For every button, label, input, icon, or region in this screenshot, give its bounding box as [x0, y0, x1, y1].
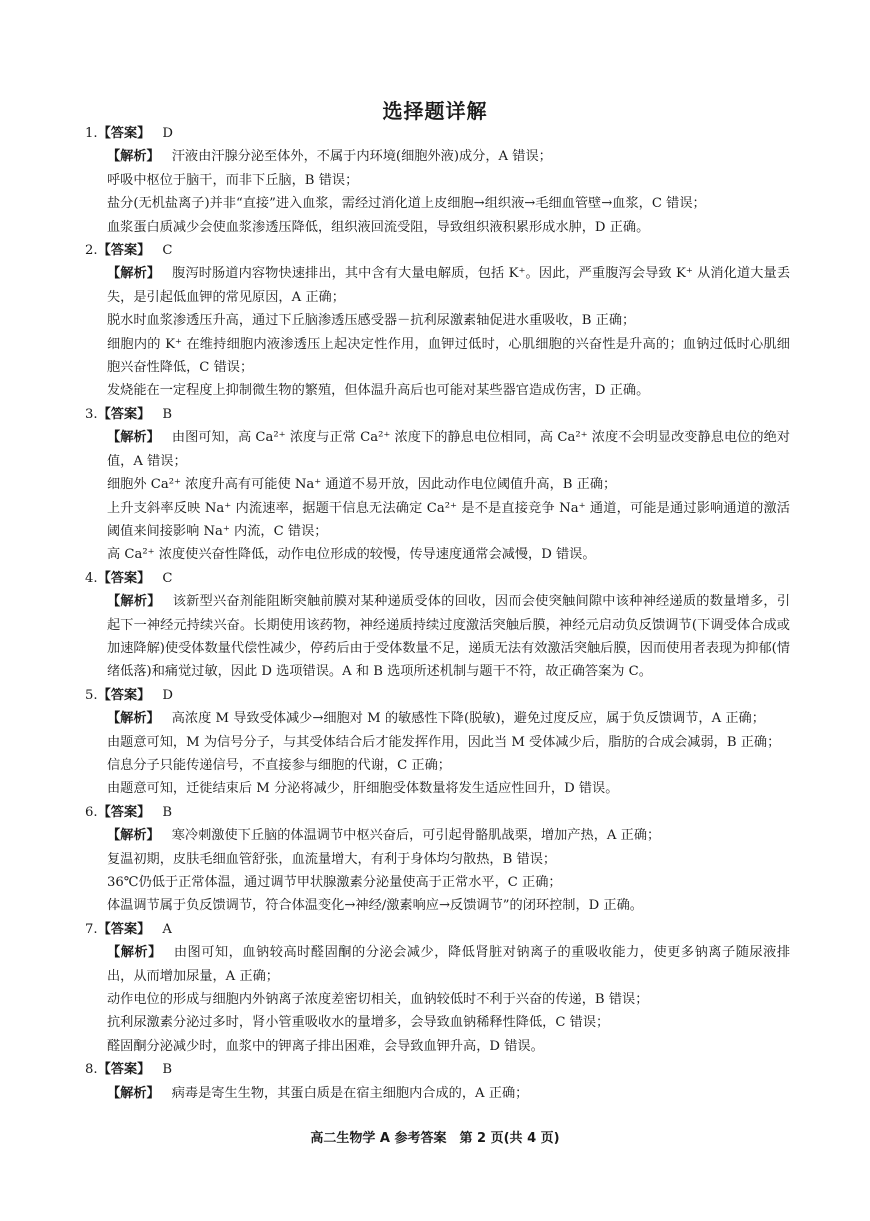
- answer-value: A: [162, 921, 172, 937]
- analysis-paragraph: [85, 590, 790, 684]
- analysis-paragraph: [85, 145, 790, 168]
- analysis-text: 复温初期，皮肤毛细血管舒张，血流量增大，有利于身体均匀散热，B 错误；: [107, 851, 557, 867]
- analysis-text: 信息分子只能传递信号，不直接参与细胞的代谢，C 正确；: [107, 757, 451, 773]
- analysis-paragraph: [85, 754, 790, 777]
- analysis-text: 抗利尿激素分泌过多时，肾小管重吸收水的量增多，会导致血钠稀释性降低，C 错误；: [107, 1015, 610, 1031]
- analysis-paragraph: [85, 824, 790, 847]
- answer-tag: 【答案】: [97, 406, 151, 422]
- analysis-paragraph: [85, 894, 790, 917]
- question-block: [85, 801, 790, 918]
- answer-tag: 【答案】: [97, 126, 151, 141]
- analysis-text: 醛固酮分泌减少时，血浆中的钾离子排出困难，会导致血钾升高，D 错误。: [107, 1038, 544, 1054]
- answer-line: [85, 684, 790, 707]
- question-number: 2.: [85, 243, 98, 259]
- analysis-paragraph: [85, 707, 790, 730]
- analysis-paragraph: [85, 169, 790, 192]
- answer-value: D: [162, 687, 173, 703]
- answer-line: [85, 918, 790, 941]
- answer-line: [85, 1058, 790, 1081]
- analysis-text: 高 Ca²⁺ 浓度使兴奋性降低，动作电位形成的较慢，传导速度通常会减慢，D 错误。: [107, 547, 596, 563]
- answer-tag: 【答案】: [97, 570, 151, 586]
- question-block: [85, 918, 790, 1058]
- answer-value: B: [162, 406, 173, 422]
- answer-tag: 【答案】: [97, 243, 151, 259]
- answer-value: C: [162, 570, 173, 586]
- analysis-paragraph: [85, 1011, 790, 1034]
- answer-value: C: [162, 243, 173, 259]
- analysis-text: 该新型兴奋剂能阻断突触前膜对某种递质受体的回收，因而会使突触间隙中该种神经递质的数量增多，引起下一神经元持续兴奋。长期使用该药物，神经递质持续过度激活突触后膜，神经元启动负反馈调节(下调受体合成或加速降解)使受体数量代偿性减少，停药后由于受体数量不足，递质无法有效激活突触后膜，因而使用者表现为抑郁(情绪低落)和痛觉过敏，因此 D 选项错误。A 和 B 选项所述机制与题干不符，故正确答案为 C。: [107, 594, 790, 680]
- answer-tag: 【答案】: [97, 1062, 151, 1078]
- answer-content: [85, 122, 790, 1105]
- analysis-paragraph: [85, 941, 790, 988]
- analysis-paragraph: [85, 379, 790, 402]
- analysis-paragraph: [85, 731, 790, 754]
- analysis-paragraph: [85, 871, 790, 894]
- analysis-text: 上升支斜率反映 Na⁺ 内流速率，据题干信息无法确定 Ca²⁺ 是不是直接竞争 Na⁺ 通道，可能是通过影响通道的激活阈值来间接影响 Na⁺ 内流，C 错误；: [107, 500, 790, 539]
- analysis-text: 体温调节属于负反馈调节，符合体温变化→神经/激素响应→反馈调节”的闭环控制，D 正确。: [107, 898, 643, 914]
- analysis-text: 动作电位的形成与细胞内外钠离子浓度差密切相关，血钠较低时不利于兴奋的传递，B 错误；: [107, 992, 649, 1008]
- question-number: 5.: [85, 687, 98, 703]
- analysis-text: 盐分(无机盐离子)并非“直接”进入血浆，需经过消化道上皮细胞→组织液→毛细血管壁→血浆，C 错误；: [107, 196, 706, 212]
- analysis-paragraph: [85, 426, 790, 473]
- analysis-text: 血浆蛋白质减少会使血浆渗透压降低，组织液回流受阻，导致组织液积累形成水肿，D 正确。: [107, 219, 650, 235]
- analysis-tag: 【解析】: [107, 945, 162, 961]
- analysis-text: 由题意可知，M 为信号分子，与其受体结合后才能发挥作用，因此当 M 受体减少后，脂肪的合成会减弱，B 正确；: [107, 734, 781, 750]
- analysis-paragraph: [85, 262, 790, 309]
- analysis-paragraph: [85, 1035, 790, 1058]
- answer-value: B: [162, 1062, 173, 1078]
- analysis-text: 细胞外 Ca²⁺ 浓度升高有可能使 Na⁺ 通道不易开放，因此动作电位阈值升高，B 正确；: [107, 477, 617, 493]
- analysis-paragraph: [85, 192, 790, 215]
- analysis-paragraph: [85, 543, 790, 566]
- answer-line: [85, 403, 790, 426]
- analysis-text: 脱水时血浆渗透压升高，通过下丘脑渗透压感受器－抗利尿激素轴促进水重吸收，B 正确；: [107, 313, 636, 329]
- analysis-tag: 【解析】: [107, 266, 161, 282]
- analysis-text: 发烧能在一定程度上抑制微生物的繁殖，但体温升高后也可能对某些器官造成伤害，D 正确。: [107, 383, 650, 399]
- analysis-text: 汗液由汗腺分泌至体外，不属于内环境(细胞外液)成分，A 错误；: [171, 149, 552, 165]
- analysis-paragraph: [85, 473, 790, 496]
- answer-line: [85, 801, 790, 824]
- answer-line: [85, 122, 790, 145]
- analysis-tag: 【解析】: [107, 711, 160, 727]
- analysis-text: 寒冷刺激使下丘脑的体温调节中枢兴奋后，可引起骨骼肌战栗，增加产热，A 正确；: [171, 828, 661, 844]
- answer-tag: 【答案】: [97, 921, 151, 937]
- analysis-paragraph: [85, 1082, 790, 1105]
- question-number: 7.: [85, 921, 98, 937]
- analysis-tag: 【解析】: [107, 594, 161, 610]
- analysis-tag: 【解析】: [107, 828, 160, 844]
- question-block: [85, 1058, 790, 1105]
- answer-tag: 【答案】: [97, 687, 151, 703]
- analysis-paragraph: [85, 216, 790, 239]
- analysis-paragraph: [85, 497, 790, 544]
- analysis-paragraph: [85, 333, 790, 380]
- analysis-text: 病毒是寄生生物，其蛋白质是在宿主细胞内合成的，A 正确；: [171, 1085, 529, 1101]
- answer-tag: 【答案】: [97, 804, 151, 820]
- analysis-text: 腹泻时肠道内容物快速排出，其中含有大量电解质，包括 K⁺。因此，严重腹泻会导致 K⁺ 从消化道大量丢失，是引起低血钾的常见原因，A 正确；: [107, 266, 791, 305]
- analysis-paragraph: [85, 777, 790, 800]
- analysis-text: 呼吸中枢位于脑干，而非下丘脑，B 错误；: [107, 172, 359, 188]
- question-number: 4.: [85, 570, 98, 586]
- analysis-text: 细胞内的 K⁺ 在维持细胞内液渗透压上起决定性作用，血钾过低时，心肌细胞的兴奋性是升高的；血钠过低时心肌细胞兴奋性降低，C 错误；: [107, 336, 790, 376]
- analysis-tag: 【解析】: [107, 430, 160, 446]
- analysis-tag: 【解析】: [107, 1085, 160, 1101]
- page-footer: 高二生物学 A 参考答案 第 2 页(共 4 页): [310, 1131, 560, 1146]
- analysis-paragraph: [85, 848, 790, 871]
- answer-value: B: [162, 804, 173, 820]
- analysis-text: 36℃仍低于正常体温，通过调节甲状腺激素分泌量使高于正常水平，C 正确；: [107, 875, 562, 890]
- answer-value: D: [162, 126, 173, 141]
- answer-line: [85, 567, 790, 590]
- question-number: 1.: [85, 126, 98, 141]
- analysis-text: 由图可知，高 Ca²⁺ 浓度与正常 Ca²⁺ 浓度下的静息电位相同，高 Ca²⁺ 浓度不会明显改变静息电位的绝对值，A 错误；: [107, 430, 791, 469]
- question-block: [85, 239, 790, 403]
- question-block: [85, 567, 790, 684]
- question-block: [85, 403, 790, 567]
- analysis-paragraph: [85, 309, 790, 332]
- analysis-tag: 【解析】: [107, 149, 160, 165]
- analysis-text: 由题意可知，迁徙结束后 M 分泌将减少，肝细胞受体数量将发生适应性回升，D 错误。: [107, 781, 619, 797]
- question-block: [85, 122, 790, 239]
- analysis-paragraph: [85, 988, 790, 1011]
- question-number: 6.: [85, 804, 98, 820]
- question-number: 8.: [85, 1062, 98, 1078]
- answer-line: [85, 239, 790, 262]
- question-number: 3.: [85, 406, 98, 422]
- question-block: [85, 684, 790, 801]
- page-title: 选择题详解: [382, 99, 488, 123]
- analysis-text: 高浓度 M 导致受体减少→细胞对 M 的敏感性下降(脱敏)，避免过度反应，属于负反馈调节，A 正确；: [171, 711, 765, 727]
- analysis-text: 由图可知，血钠较高时醛固酮的分泌会减少，降低肾脏对钠离子的重吸收能力，使更多钠离子随尿液排出，从而增加尿量，A 正确；: [107, 945, 791, 984]
